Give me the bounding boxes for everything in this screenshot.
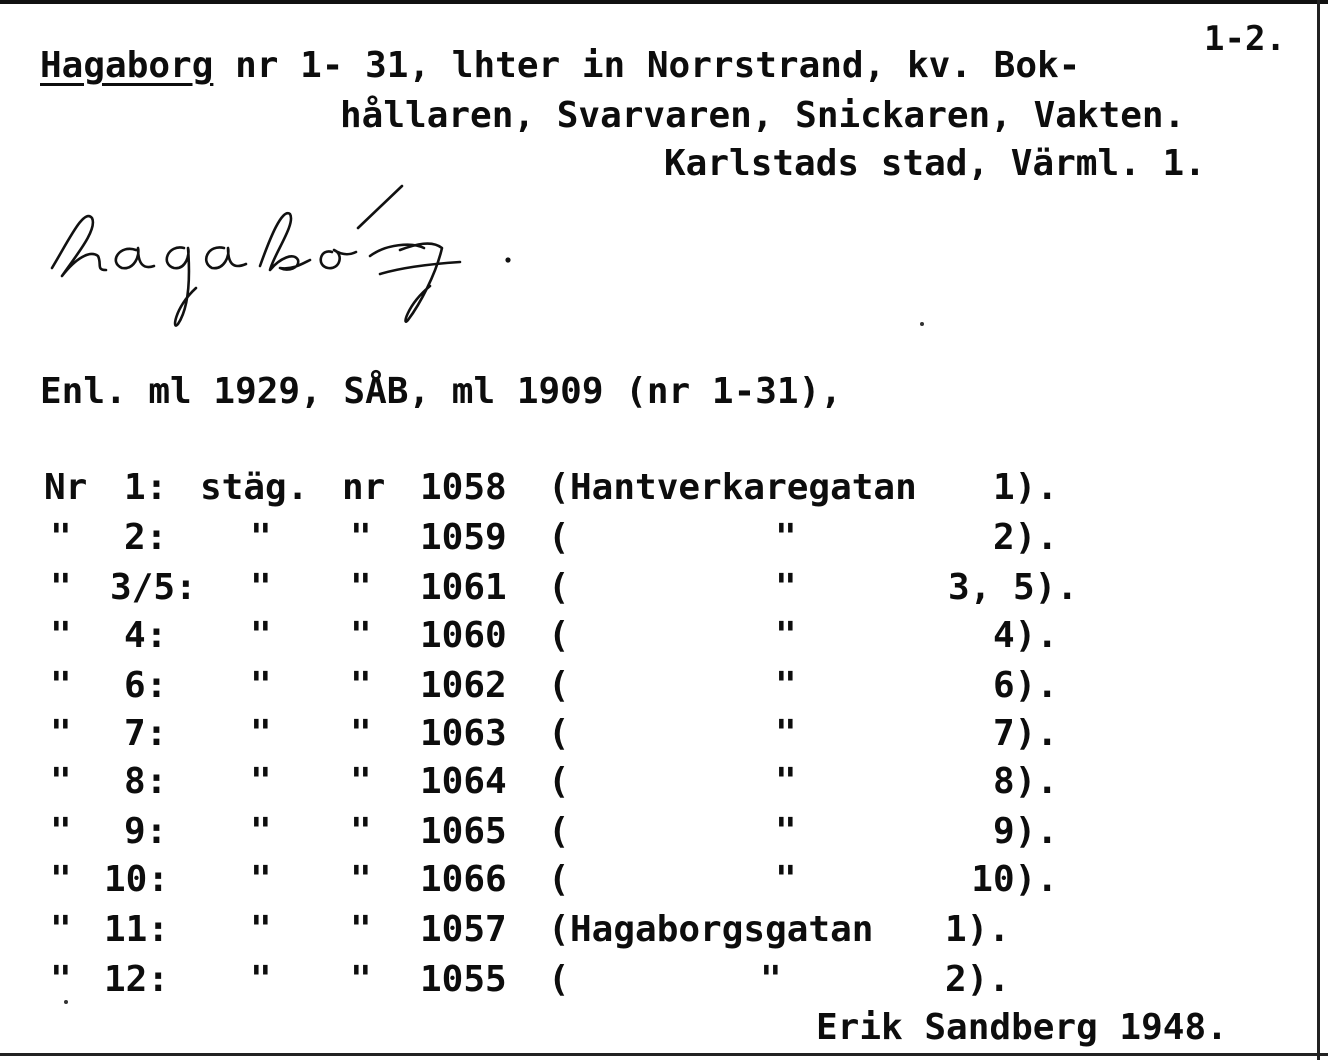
row-label-2: "	[350, 615, 372, 656]
row-number: 1057	[420, 909, 507, 950]
row-label-2: "	[350, 713, 372, 754]
table-row	[0, 662, 1328, 710]
row-open-paren: (	[548, 959, 570, 1000]
row-label: "	[250, 615, 272, 656]
table-row	[0, 464, 1328, 512]
header-line-1-rest: nr 1- 31, lhter in Norrstrand, kv. Bok-	[213, 45, 1081, 86]
row-prefix: "	[50, 665, 72, 706]
row-number: 1063	[420, 713, 507, 754]
row-open-paren: (	[548, 713, 570, 754]
row-street: "	[775, 811, 797, 852]
row-street: "	[775, 761, 797, 802]
author-signature: Erik Sandberg 1948.	[816, 1007, 1228, 1048]
row-house: 4).	[992, 615, 1058, 656]
row-nr: 10:	[104, 859, 170, 900]
source-reference: Enl. ml 1929, SÅB, ml 1909 (nr 1-31),	[40, 371, 842, 412]
row-nr: 1:	[124, 467, 168, 508]
row-number: 1060	[420, 615, 507, 656]
row-nr: 12:	[104, 959, 170, 1000]
row-label-2: "	[350, 811, 372, 852]
row-house: 2).	[992, 517, 1058, 558]
row-street: "	[775, 615, 797, 656]
row-number: 1059	[420, 517, 507, 558]
row-open-paren: (	[548, 615, 570, 656]
header-line-1	[40, 46, 1080, 86]
row-prefix: "	[50, 761, 72, 802]
row-number: 1065	[420, 811, 507, 852]
table-row	[0, 856, 1328, 904]
header-line-3: Karlstads stad, Värml. 1.	[664, 143, 1206, 184]
row-nr: 2:	[124, 517, 168, 558]
row-label-2: "	[350, 959, 372, 1000]
place-name: Hagaborg	[40, 45, 214, 86]
row-street: Hantverkaregatan	[570, 467, 917, 508]
row-prefix: "	[50, 567, 72, 608]
row-number: 1066	[420, 859, 507, 900]
row-nr: 9:	[124, 811, 168, 852]
row-prefix: "	[50, 811, 72, 852]
row-label-2: "	[350, 517, 372, 558]
row-nr: 7:	[124, 713, 168, 754]
row-street: "	[760, 959, 782, 1000]
row-house: 8).	[992, 761, 1058, 802]
card-bottom-edge	[0, 1053, 1328, 1056]
row-number: 1058	[420, 467, 507, 508]
table-row	[0, 906, 1328, 954]
row-nr: 4:	[124, 615, 168, 656]
row-nr: 6:	[124, 665, 168, 706]
row-street: "	[775, 859, 797, 900]
row-open-paren: (	[548, 517, 570, 558]
row-open-paren: (	[548, 567, 570, 608]
row-house: 3, 5).	[947, 567, 1078, 608]
row-label: "	[250, 665, 272, 706]
row-label: "	[250, 713, 272, 754]
row-open-paren: (	[548, 909, 570, 950]
table-row	[0, 758, 1328, 806]
row-label: "	[250, 811, 272, 852]
card-top-edge	[0, 0, 1328, 4]
row-street: "	[775, 713, 797, 754]
row-nr: 11:	[104, 909, 170, 950]
row-street: "	[775, 517, 797, 558]
row-prefix: "	[50, 615, 72, 656]
row-number: 1061	[420, 567, 507, 608]
table-row	[0, 956, 1328, 1004]
row-street: "	[775, 567, 797, 608]
row-prefix: Nr	[44, 467, 88, 508]
row-house: 10).	[971, 859, 1058, 900]
row-label-2: "	[350, 665, 372, 706]
row-label-2: "	[350, 859, 372, 900]
row-house: 1).	[944, 909, 1010, 950]
row-open-paren: (	[548, 665, 570, 706]
row-street: Hagaborgsgatan	[570, 909, 874, 950]
row-label: "	[250, 859, 272, 900]
row-label-2: nr	[342, 467, 386, 508]
row-number: 1055	[420, 959, 507, 1000]
row-label-2: "	[350, 761, 372, 802]
row-prefix: "	[50, 959, 72, 1000]
row-label: "	[250, 909, 272, 950]
row-label: "	[250, 761, 272, 802]
row-number: 1062	[420, 665, 507, 706]
table-row	[0, 808, 1328, 856]
row-house: 7).	[992, 713, 1058, 754]
row-house: 9).	[992, 811, 1058, 852]
row-prefix: "	[50, 713, 72, 754]
row-house: 1).	[992, 467, 1058, 508]
row-label: "	[250, 517, 272, 558]
row-nr: 3/5:	[110, 567, 197, 608]
row-label: "	[250, 959, 272, 1000]
row-label: stäg.	[200, 467, 309, 508]
row-house: 6).	[992, 665, 1058, 706]
table-row	[0, 564, 1328, 612]
row-nr: 8:	[124, 761, 168, 802]
row-prefix: "	[50, 859, 72, 900]
card-number: 1-2.	[1204, 19, 1286, 59]
table-row	[0, 514, 1328, 562]
row-street: "	[775, 665, 797, 706]
row-label-2: "	[350, 567, 372, 608]
scan-speck	[64, 1000, 68, 1004]
row-label: "	[250, 567, 272, 608]
handwritten-note	[40, 178, 560, 338]
scan-speck	[920, 322, 924, 326]
table-row	[0, 710, 1328, 758]
row-number: 1064	[420, 761, 507, 802]
row-prefix: "	[50, 909, 72, 950]
header-line-2: hållaren, Svarvaren, Snickaren, Vakten.	[340, 95, 1186, 136]
row-label-2: "	[350, 909, 372, 950]
row-open-paren: (	[548, 811, 570, 852]
row-prefix: "	[50, 517, 72, 558]
row-open-paren: (	[548, 761, 570, 802]
table-row	[0, 612, 1328, 660]
row-open-paren: (	[548, 467, 570, 508]
row-house: 2).	[944, 959, 1010, 1000]
row-open-paren: (	[548, 859, 570, 900]
